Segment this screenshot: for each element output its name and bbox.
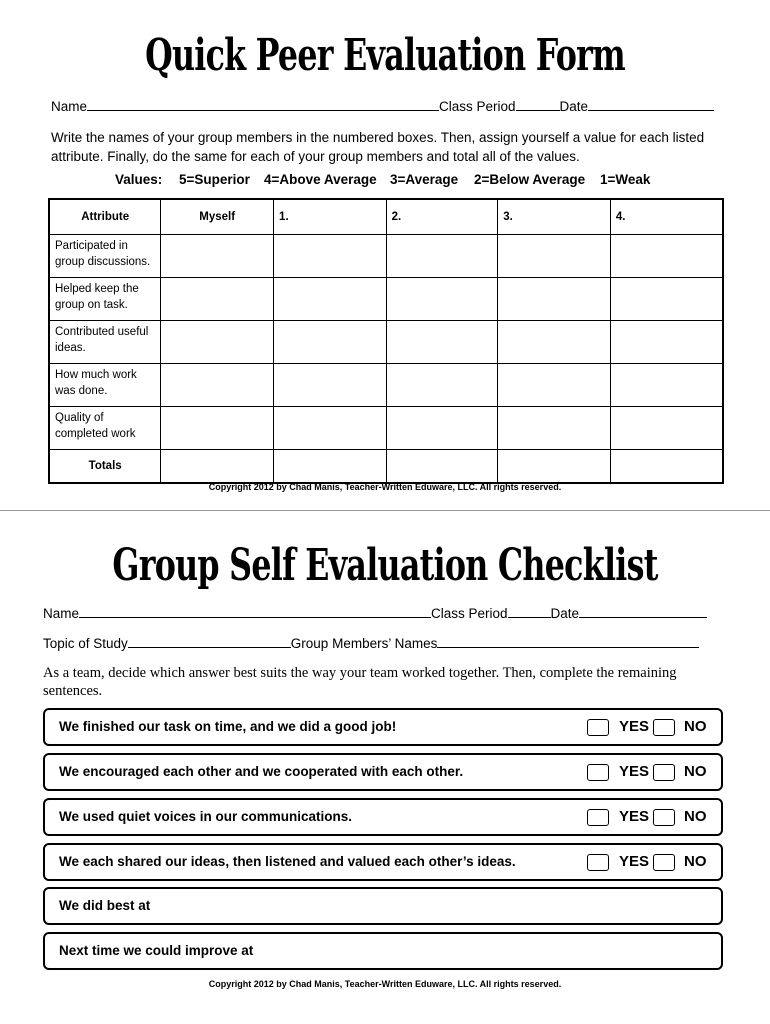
checklist-statement: We used quiet voices in our communications. <box>59 809 353 824</box>
improve-at-box[interactable] <box>43 932 723 970</box>
attribute-cell: Helped keep the group on task. <box>49 278 161 321</box>
yes-label: YES <box>619 763 650 780</box>
peer-instructions: Write the names of your group members in the numbered boxes. Then, assign yourself a value for each listed attribute. Finally, do the same for each of your group members and total all of the values. <box>51 130 705 164</box>
topic-label: Topic of Study <box>43 636 128 651</box>
header-member-2[interactable]: 2. <box>386 199 498 235</box>
yes-checkbox[interactable] <box>587 764 609 781</box>
score-cell[interactable] <box>386 364 498 407</box>
score-cell[interactable] <box>274 321 387 364</box>
score-cell[interactable] <box>161 407 274 450</box>
date-field[interactable] <box>579 605 707 618</box>
value-item: 1=Weak <box>600 172 651 187</box>
total-cell[interactable] <box>386 450 498 484</box>
table-row <box>49 235 723 278</box>
checklist-item <box>43 708 723 746</box>
peer-evaluation-table <box>48 198 724 484</box>
no-checkbox[interactable] <box>653 764 675 781</box>
score-cell[interactable] <box>274 278 387 321</box>
yes-label: YES <box>619 808 650 825</box>
score-cell[interactable] <box>161 321 274 364</box>
attribute-cell: Quality of completed work <box>49 407 161 450</box>
group-copyright: Copyright 2012 by Chad Manis, Teacher-Written Eduware, LLC. All rights reserved. <box>208 979 562 989</box>
score-cell[interactable] <box>161 364 274 407</box>
group-topic-fields <box>43 635 699 651</box>
peer-header-fields <box>51 98 714 114</box>
date-label: Date <box>559 99 589 114</box>
totals-row <box>49 450 723 484</box>
class-period-label: Class Period <box>439 99 516 114</box>
group-checklist-title: Group Self Evaluation Checklist <box>112 540 658 591</box>
value-item: 5=Superior <box>179 172 250 187</box>
values-label: Values: <box>115 172 163 187</box>
yes-label: YES <box>619 718 650 735</box>
total-cell[interactable] <box>610 450 723 484</box>
total-cell[interactable] <box>161 450 274 484</box>
checklist-statement: We each shared our ideas, then listened and valued each other’s ideas. <box>59 854 516 869</box>
class-period-label: Class Period <box>431 606 508 621</box>
totals-label: Totals <box>49 450 161 484</box>
score-cell[interactable] <box>610 364 723 407</box>
score-cell[interactable] <box>610 235 723 278</box>
total-cell[interactable] <box>274 450 387 484</box>
did-best-at-box[interactable] <box>43 887 723 925</box>
name-field[interactable] <box>79 605 431 618</box>
score-cell[interactable] <box>498 321 611 364</box>
topic-field[interactable] <box>128 635 291 648</box>
attribute-cell: Participated in group discussions. <box>49 235 161 278</box>
members-label: Group Members’ Names <box>290 636 438 651</box>
table-row <box>49 321 723 364</box>
header-attribute: Attribute <box>49 199 161 235</box>
yes-label: YES <box>619 853 650 870</box>
score-cell[interactable] <box>386 278 498 321</box>
attribute-cell: Contributed useful ideas. <box>49 321 161 364</box>
date-field[interactable] <box>588 98 714 111</box>
checklist-statement: We encouraged each other and we cooperated with each other. <box>59 764 464 779</box>
section-divider <box>0 510 770 511</box>
yes-checkbox[interactable] <box>587 719 609 736</box>
score-cell[interactable] <box>274 235 387 278</box>
score-cell[interactable] <box>498 278 611 321</box>
table-row <box>49 407 723 450</box>
score-cell[interactable] <box>610 278 723 321</box>
name-label: Name <box>43 606 80 621</box>
yes-checkbox[interactable] <box>587 854 609 871</box>
table-row <box>49 364 723 407</box>
improve-at-label: Next time we could improve at <box>59 943 254 958</box>
group-instructions: As a team, decide which answer best suits the way your team worked together. Then, complete the remaining sentences. <box>43 665 677 699</box>
checklist-statement: We finished our task on time, and we did a good job! <box>59 719 397 734</box>
checklist-item <box>43 843 723 881</box>
no-label: NO <box>684 808 707 825</box>
class-period-field[interactable] <box>508 605 551 618</box>
value-item: 4=Above Average <box>264 172 377 187</box>
score-cell[interactable] <box>610 321 723 364</box>
yes-checkbox[interactable] <box>587 809 609 826</box>
members-field[interactable] <box>437 635 699 648</box>
table-header-row <box>49 199 723 235</box>
checklist-item <box>43 798 723 836</box>
header-member-3[interactable]: 3. <box>498 199 611 235</box>
score-cell[interactable] <box>498 364 611 407</box>
header-member-1[interactable]: 1. <box>274 199 387 235</box>
value-item: 2=Below Average <box>474 172 586 187</box>
class-period-field[interactable] <box>516 98 560 111</box>
peer-form-title: Quick Peer Evaluation Form <box>145 30 625 81</box>
no-checkbox[interactable] <box>653 809 675 826</box>
score-cell[interactable] <box>498 407 611 450</box>
score-cell[interactable] <box>161 235 274 278</box>
score-cell[interactable] <box>386 407 498 450</box>
date-label: Date <box>550 606 580 621</box>
name-label: Name <box>51 99 88 114</box>
name-field[interactable] <box>87 98 439 111</box>
did-best-at-label: We did best at <box>59 898 151 913</box>
peer-copyright: Copyright 2012 by Chad Manis, Teacher-Written Eduware, LLC. All rights reserved. <box>208 482 562 492</box>
no-checkbox[interactable] <box>653 854 675 871</box>
header-member-4[interactable]: 4. <box>610 199 723 235</box>
table-row <box>49 278 723 321</box>
no-label: NO <box>684 853 707 870</box>
no-label: NO <box>684 718 707 735</box>
group-header-fields <box>43 605 707 621</box>
no-checkbox[interactable] <box>653 719 675 736</box>
score-cell[interactable] <box>161 278 274 321</box>
score-cell[interactable] <box>274 364 387 407</box>
no-label: NO <box>684 763 707 780</box>
checklist-item <box>43 753 723 791</box>
score-cell[interactable] <box>386 321 498 364</box>
attribute-cell: How much work was done. <box>49 364 161 407</box>
total-cell[interactable] <box>498 450 611 484</box>
score-cell[interactable] <box>610 407 723 450</box>
value-item: 3=Average <box>390 172 459 187</box>
score-cell[interactable] <box>274 407 387 450</box>
score-cell[interactable] <box>498 235 611 278</box>
header-myself: Myself <box>161 199 274 235</box>
score-cell[interactable] <box>386 235 498 278</box>
